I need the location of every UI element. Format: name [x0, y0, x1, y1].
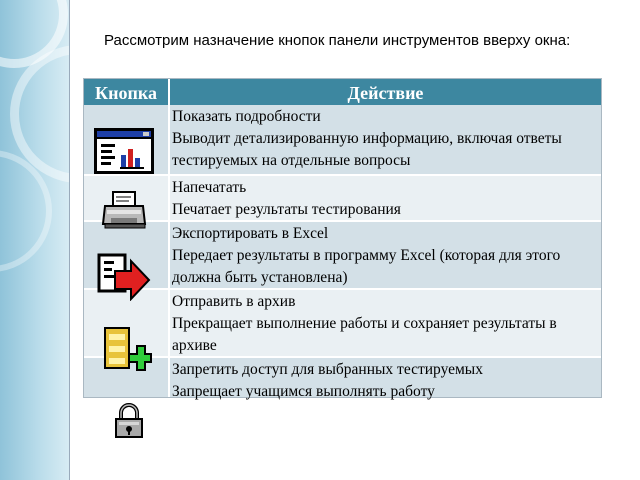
header-action: Действие: [347, 83, 424, 103]
decorative-side-band: [0, 0, 70, 480]
action-title: Отправить в архив: [172, 293, 296, 310]
action-description: Передает результаты в программу Excel (которая для этого должна быть установлена): [172, 247, 561, 286]
archive-add-icon: [103, 324, 155, 378]
action-title: Запретить доступ для выбранных тестируемых: [172, 361, 483, 378]
export-arrow-icon: [97, 253, 151, 301]
action-description: Печатает результаты тестирования: [172, 201, 401, 218]
action-cell: [170, 105, 601, 174]
action-title: Напечатать: [172, 179, 247, 196]
table-header: [84, 79, 601, 105]
action-description: Прекращает выполнение работы и сохраняет результаты в архиве: [172, 315, 557, 354]
intro-text: Рассмотрим назначение кнопок панели инструментов вверху окна:: [104, 32, 571, 49]
action-title: Экспортировать в Excel: [172, 225, 329, 242]
action-cell: [170, 176, 601, 220]
action-cell: [170, 222, 601, 288]
table-row: [84, 358, 601, 400]
printer-icon: [101, 190, 147, 230]
table-row: [84, 290, 601, 356]
lock-icon: [113, 403, 145, 439]
table-row: [84, 222, 601, 288]
action-description: Запрещает учащимся выполнять работу: [172, 383, 435, 400]
side-divider: [69, 0, 70, 480]
table-row: [84, 176, 601, 220]
action-cell: [170, 358, 601, 400]
details-window-icon: [93, 127, 155, 175]
action-cell: [170, 290, 601, 356]
toolbar-buttons-table: [83, 78, 602, 398]
table-row: [84, 105, 601, 174]
column-divider: [168, 105, 170, 397]
header-button: Кнопка: [84, 79, 170, 105]
action-description: Выводит детализированную информацию, включая ответы тестируемых на отдельные вопросы: [172, 130, 562, 169]
action-title: Показать подробности: [172, 108, 321, 125]
